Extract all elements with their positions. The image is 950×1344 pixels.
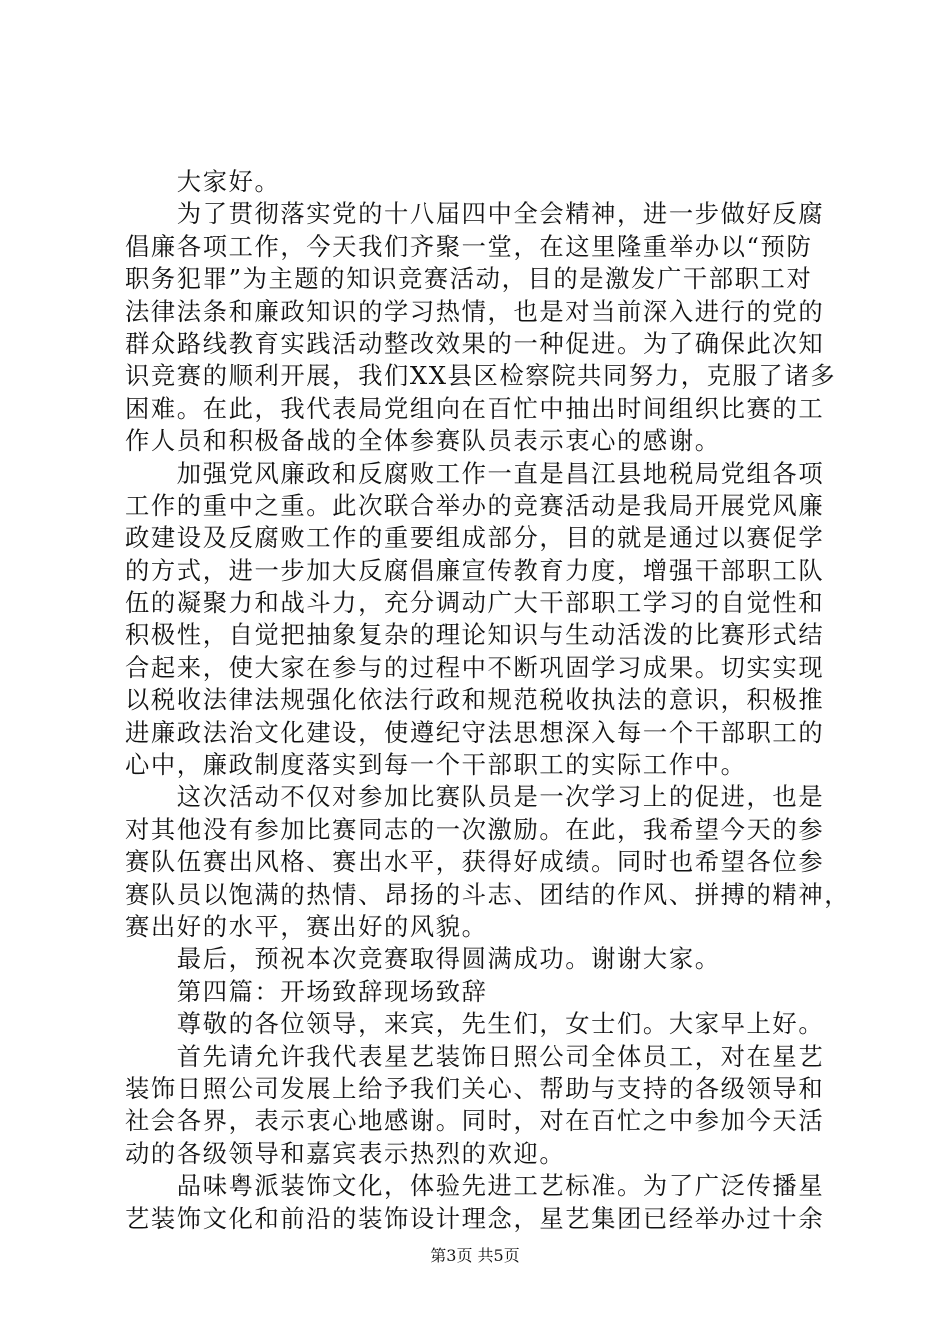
text-line: 进廉政法治文化建设，使遵纪守法思想深入每一个干部职工的: [125, 717, 825, 747]
text-line: 对其他没有参加比赛同志的一次激励。在此，我希望今天的参: [125, 814, 825, 844]
text-line: 加强党风廉政和反腐败工作一直是昌江县地税局党组各项: [125, 458, 825, 488]
text-line: 群众路线教育实践活动整改效果的一种促进。为了确保此次知: [125, 328, 825, 358]
text-line: 装饰日照公司发展上给予我们关心、帮助与支持的各级领导和: [125, 1073, 825, 1103]
text-line: 政建设及反腐败工作的重要组成部分，目的就是通过以赛促学: [125, 523, 825, 553]
text-line: 工作的重中之重。此次联合举办的竞赛活动是我局开展党风廉: [125, 490, 825, 520]
text-line: 心中，廉政制度落实到每一个干部职工的实际工作中。: [125, 750, 747, 780]
text-line: 合起来，使大家在参与的过程中不断巩固学习成果。切实实现: [125, 652, 825, 682]
body-text: [125, 166, 851, 1235]
text-line: 以税收法律法规强化依法行政和规范税收执法的意识，积极推: [125, 685, 825, 715]
text-line: 社会各界，表示衷心地感谢。同时，对在百忙之中参加今天活: [125, 1106, 825, 1136]
text-line: 积极性，自觉把抽象复杂的理论知识与生动活泼的比赛形式结: [125, 620, 825, 650]
text-line: 赛队员以饱满的热情、昂扬的斗志、团结的作风、拼搏的精神，: [125, 879, 851, 909]
text-line: 困难。在此，我代表局党组向在百忙中抽出时间组织比赛的工: [125, 393, 825, 423]
text-line: 法律法条和廉政知识的学习热情，也是对当前深入进行的党的: [125, 296, 825, 326]
text-line: 第四篇：开场致辞现场致辞: [125, 976, 488, 1006]
text-line: 作人员和积极备战的全体参赛队员表示衷心的感谢。: [125, 426, 721, 456]
text-line: 最后，预祝本次竞赛取得圆满成功。谢谢大家。: [125, 944, 721, 974]
text-line: 品味粤派装饰文化，体验先进工艺标准。为了广泛传播星: [125, 1171, 825, 1201]
text-line: 尊敬的各位领导，来宾，先生们，女士们。大家早上好。: [125, 1009, 825, 1039]
text-line: 首先请允许我代表星艺装饰日照公司全体员工，对在星艺: [125, 1041, 825, 1071]
text-line: 艺装饰文化和前沿的装饰设计理念，星艺集团已经举办过十余: [125, 1203, 825, 1233]
text-line: 赛队伍赛出风格、赛出水平，获得好成绩。同时也希望各位参: [125, 847, 825, 877]
text-line: 识竞赛的顺利开展，我们XX县区检察院共同努力，克服了诸多: [125, 361, 837, 391]
text-line: 伍的凝聚力和战斗力，充分调动广大干部职工学习的自觉性和: [125, 588, 825, 618]
text-line: 的方式，进一步加大反腐倡廉宣传教育力度，增强干部职工队: [125, 555, 825, 585]
text-line: 动的各级领导和嘉宾表示热烈的欢迎。: [125, 1138, 566, 1168]
text-line: 大家好。: [125, 167, 281, 196]
text-line: 职务犯罪”为主题的知识竞赛活动，目的是激发广干部职工对: [125, 264, 813, 294]
text-line: 赛出好的水平，赛出好的风貌。: [125, 911, 488, 941]
text-line: 为了贯彻落实党的十八届四中全会精神，进一步做好反腐: [125, 199, 825, 229]
page-footer: 第3页 共5页: [430, 1246, 520, 1265]
text-line: 这次活动不仅对参加比赛队员是一次学习上的促进，也是: [125, 782, 825, 812]
text-line: 倡廉各项工作，今天我们齐聚一堂，在这里隆重举办以“预防: [125, 231, 813, 261]
